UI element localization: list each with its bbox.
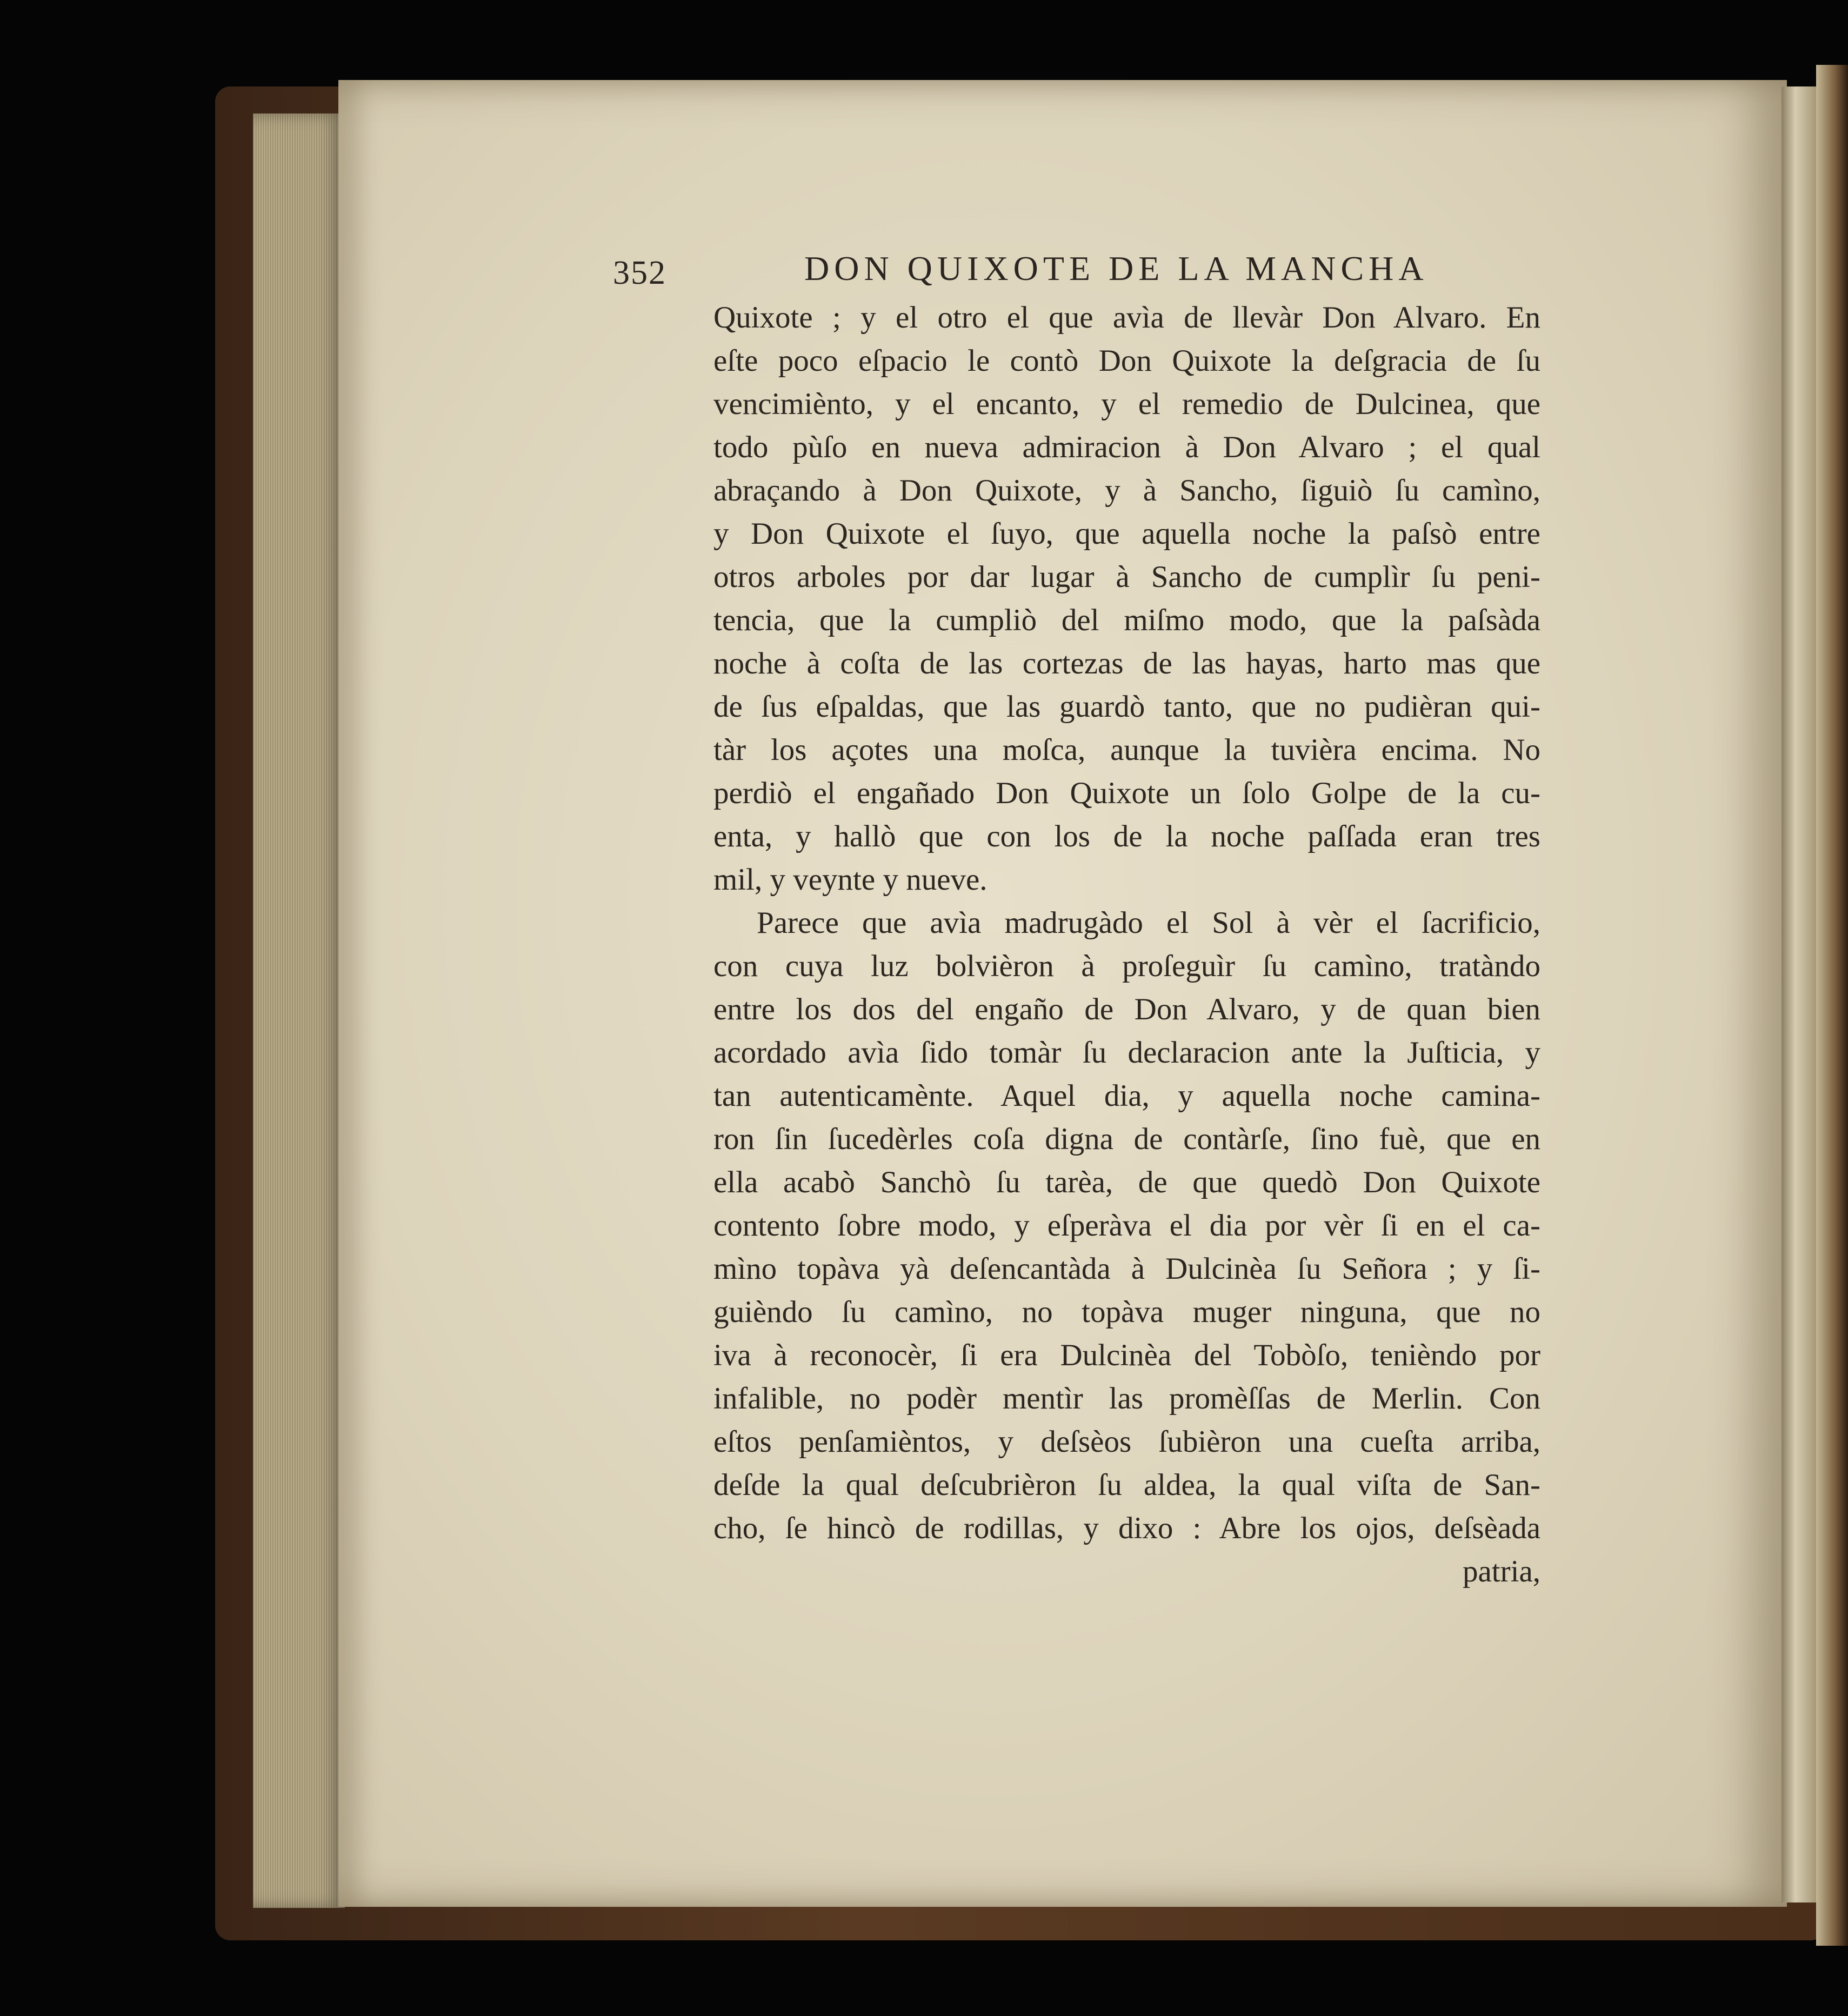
text-line: eſte poco eſpacio le contò Don Quixote la deſgracia de ſu	[713, 344, 1540, 378]
facing-page-edge	[1816, 65, 1848, 1946]
text-line: tencia, que la cumpliò del miſmo modo, que la paſsàda	[713, 603, 1540, 637]
text-line: ella acabò Sanchò ſu tarèa, de que quedò Don Quixote	[713, 1165, 1540, 1199]
body-text	[713, 296, 1540, 1593]
text-line: todo pùſo en nueva admiracion à Don Alvaro ; el qual	[713, 430, 1540, 464]
page-edges-left	[253, 114, 345, 1908]
page-number: 352	[613, 255, 666, 291]
paragraph-end-line: mil, y veynte y nueve.	[713, 863, 988, 897]
text-line: Quixote ; y el otro el que avìa de llevàr Don Alvaro. En	[713, 301, 1540, 335]
text-line: deſde la qual deſcubrièron ſu aldea, la qual viſta de San-	[713, 1468, 1540, 1502]
book-gutter	[1782, 86, 1816, 1902]
text-line: cho, ſe hincò de rodillas, y dixo : Abre los ojos, deſsèada	[713, 1511, 1540, 1545]
text-line: y Don Quixote el ſuyo, que aquella noche la paſsò entre	[713, 517, 1540, 551]
text-line: enta, y hallò que con los de la noche paſſada eran tres	[713, 819, 1540, 853]
text-line: perdiò el engañado Don Quixote un ſolo Golpe de la cu-	[713, 776, 1540, 810]
text-line: con cuya luz bolvièron à proſeguìr ſu camìno, tratàndo	[713, 949, 1540, 983]
text-line: vencimiènto, y el encanto, y el remedio de Dulcinea, que	[713, 387, 1540, 421]
text-line: mìno topàva yà deſencantàda à Dulcinèa ſu Señora ; y ſi-	[713, 1252, 1540, 1286]
text-line: infalible, no podèr mentìr las promèſſas de Merlin. Con	[713, 1381, 1540, 1416]
text-line: abraçando à Don Quixote, y à Sancho, ſiguiò ſu camìno,	[713, 473, 1540, 508]
text-line: tàr los açotes una moſca, aunque la tuvièra encima. No	[713, 733, 1540, 767]
paragraph-start-line: Parece que avìa madrugàdo el Sol à vèr el ſacrificio,	[757, 906, 1540, 940]
text-line: de ſus eſpaldas, que las guardò tanto, que no pudièran qui-	[713, 690, 1540, 724]
text-line: tan autenticamènte. Aquel dia, y aquella noche camina-	[713, 1079, 1540, 1113]
running-head: DON QUIXOTE DE LA MANCHA	[804, 249, 1429, 288]
text-line: ron ſin ſucedèrles coſa digna de contàrſe, ſino fuè, que en	[713, 1122, 1540, 1156]
catchword: patria,	[1462, 1554, 1540, 1588]
text-line: otros arboles por dar lugar à Sancho de cumplìr ſu peni-	[713, 560, 1540, 594]
text-line: noche à coſta de las cortezas de las hayas, harto mas que	[713, 646, 1540, 680]
catchword-row	[713, 1550, 1540, 1593]
text-line: entre los dos del engaño de Don Alvaro, y de quan bien	[713, 992, 1540, 1026]
text-line: guièndo ſu camìno, no topàva muger ninguna, que no	[713, 1295, 1540, 1329]
text-line: acordado avìa ſido tomàr ſu declaracion ante la Juſticia, y	[713, 1036, 1540, 1070]
text-line: eſtos penſamièntos, y deſsèos ſubièron una cueſta arriba,	[713, 1425, 1540, 1459]
text-line: contento ſobre modo, y eſperàva el dia por vèr ſi en el ca-	[713, 1209, 1540, 1243]
text-line: iva à reconocèr, ſi era Dulcinèa del Tobòſo, tenièndo por	[713, 1338, 1540, 1372]
